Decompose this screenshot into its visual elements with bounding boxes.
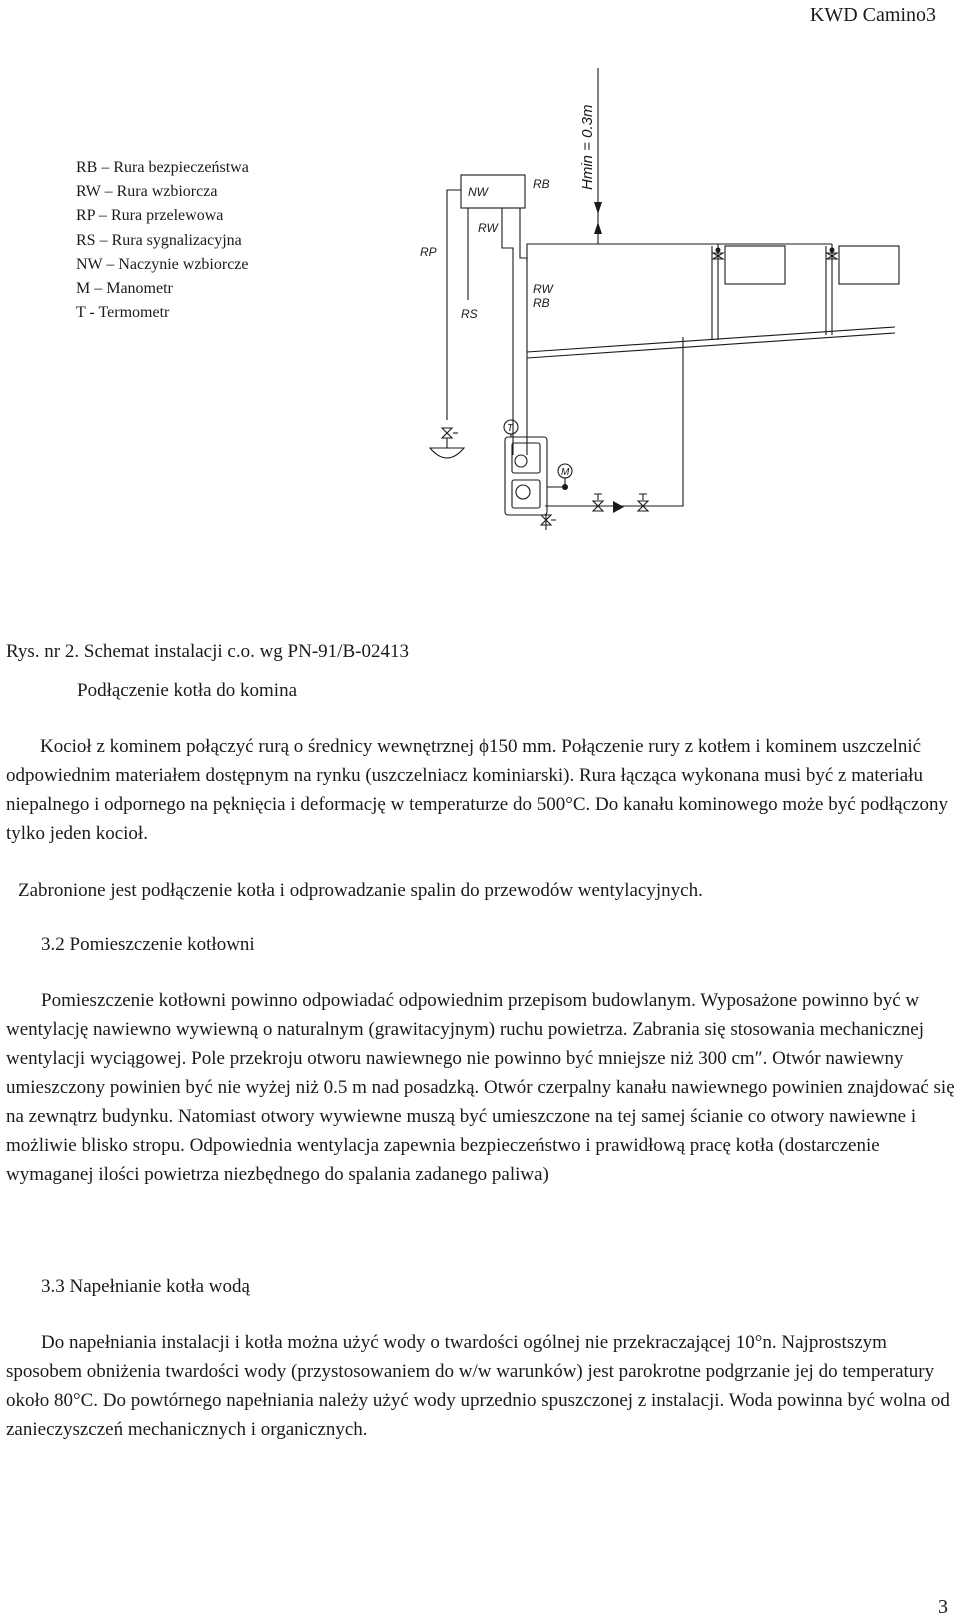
label-m: M xyxy=(561,467,570,478)
overflow-funnel-icon xyxy=(430,448,464,458)
manometer-valve-icon xyxy=(562,484,568,490)
return-main-bottom xyxy=(527,333,895,358)
label-nw: NW xyxy=(468,185,488,199)
legend-item-m: M – Manometr xyxy=(76,280,173,298)
label-rp: RP xyxy=(420,245,437,259)
section-chimney-paragraph-2: Zabronione jest podłączenie kotła i odprowadzanie spalin do przewodów wentylacyjnych. xyxy=(18,880,703,901)
heating-system-schematic xyxy=(0,0,960,560)
section-chimney-paragraph-1: Kocioł z kominem połączyć rurą o średnicy wewnętrznej ϕ150 mm. Połączenie rury z kotłem i kominem uszczelnić odpowiednim materiałem dostępnym na rynku (uszczelniacz kominiarski). Rura łącząca wykonana musi być z materiału niepalnego i odpornego na pęknięcia i deformację w temperaturze do 500°C. Do kanału kominowego może być podłączony tylko jeden kocioł. xyxy=(6,736,948,844)
radiator-right xyxy=(839,246,899,284)
legend-item-rp: RP – Rura przelewowa xyxy=(76,207,224,225)
section-32-paragraph: Pomieszczenie kotłowni powinno odpowiadać odpowiednim przepisom budowlanym. Wyposażone powinno być w wentylację nawiewno wywiewną o naturalnym (grawitacyjnym) ruchu powietrza. Zabrania się stosowania mechanicznej wentylacji wyciągowej. Pole przekroju otworu nawiewnego nie powinno być mniejsze niż 300 cm″. Otwór nawiewny umieszczony powinien być nie wyżej niż 0.5 m nad posadzką. Otwór czerpalny kanału nawiewnego powinien znajdować się na zewnątrz budynku. Natomiast otwory wywiewne muszą być umieszczone na tej samej ścianie co otwory nawiewne i możliwie blisko stropu. Odpowiednia wentylacja zapewnia bezpieczeństwo i prawidłową pracę kotła (dostarczenie wymaganej ilości powietrza niezbędnego do spalania zadanego paliwa) xyxy=(6,990,955,1185)
radiator-left xyxy=(725,246,785,284)
expansion-pipe xyxy=(502,208,513,455)
label-rs: RS xyxy=(461,307,478,321)
hmin-arrow-up-icon xyxy=(594,222,602,234)
label-rb-low: RB xyxy=(533,296,550,310)
overflow-pipe xyxy=(447,190,461,420)
label-rb-top: RB xyxy=(533,177,550,191)
label-t: T xyxy=(507,423,514,434)
label-hmin: Hmin = 0.3m xyxy=(579,104,596,190)
label-rw-top: RW xyxy=(478,221,498,235)
page-number: 3 xyxy=(938,1596,948,1618)
safety-pipe xyxy=(520,208,527,455)
legend-item-rs: RS – Rura sygnalizacyjna xyxy=(76,231,242,249)
return-main-top xyxy=(527,327,895,352)
section-32-heading: 3.2 Pomieszczenie kotłowni xyxy=(41,934,255,955)
return-line xyxy=(545,337,683,506)
section-chimney-heading: Podłączenie kotła do komina xyxy=(77,680,298,701)
boiler-controller xyxy=(515,455,527,467)
overflow-valve-icon xyxy=(442,428,452,438)
legend-item-t: T - Termometr xyxy=(76,304,170,322)
label-rw-low: RW xyxy=(533,282,553,296)
legend-item-rw: RW – Rura wzbiorcza xyxy=(76,183,218,201)
figure-caption: Rys. nr 2. Schemat instalacji c.o. wg PN-91/B-02413 xyxy=(6,641,409,662)
boiler xyxy=(505,437,547,515)
section-33-heading: 3.3 Napełnianie kotła wodą xyxy=(41,1276,250,1297)
legend-item-nw: NW – Naczynie wzbiorcze xyxy=(76,255,249,273)
section-33-paragraph: Do napełniania instalacji i kotła można użyć wody o twardości ogólnej nie przekraczającej 10°n. Najprostszym sposobem obniżenia twardości wody (przystosowaniem do w/w warunków) jest parokrotne podgrzanie jej do temperatury około 80°C. Do powtórnego napełniania należy użyć wody uprzednio spuszczonej z instalacji. Woda powinna być wolna od zanieczyszczeń mechanicznych i organicznych. xyxy=(6,1332,950,1440)
boiler-fan xyxy=(516,485,530,499)
hmin-arrow-down-icon xyxy=(594,202,602,214)
legend-item-rb: RB – Rura bezpieczeństwa xyxy=(76,159,249,176)
page-header: KWD Camino3 xyxy=(809,4,936,26)
